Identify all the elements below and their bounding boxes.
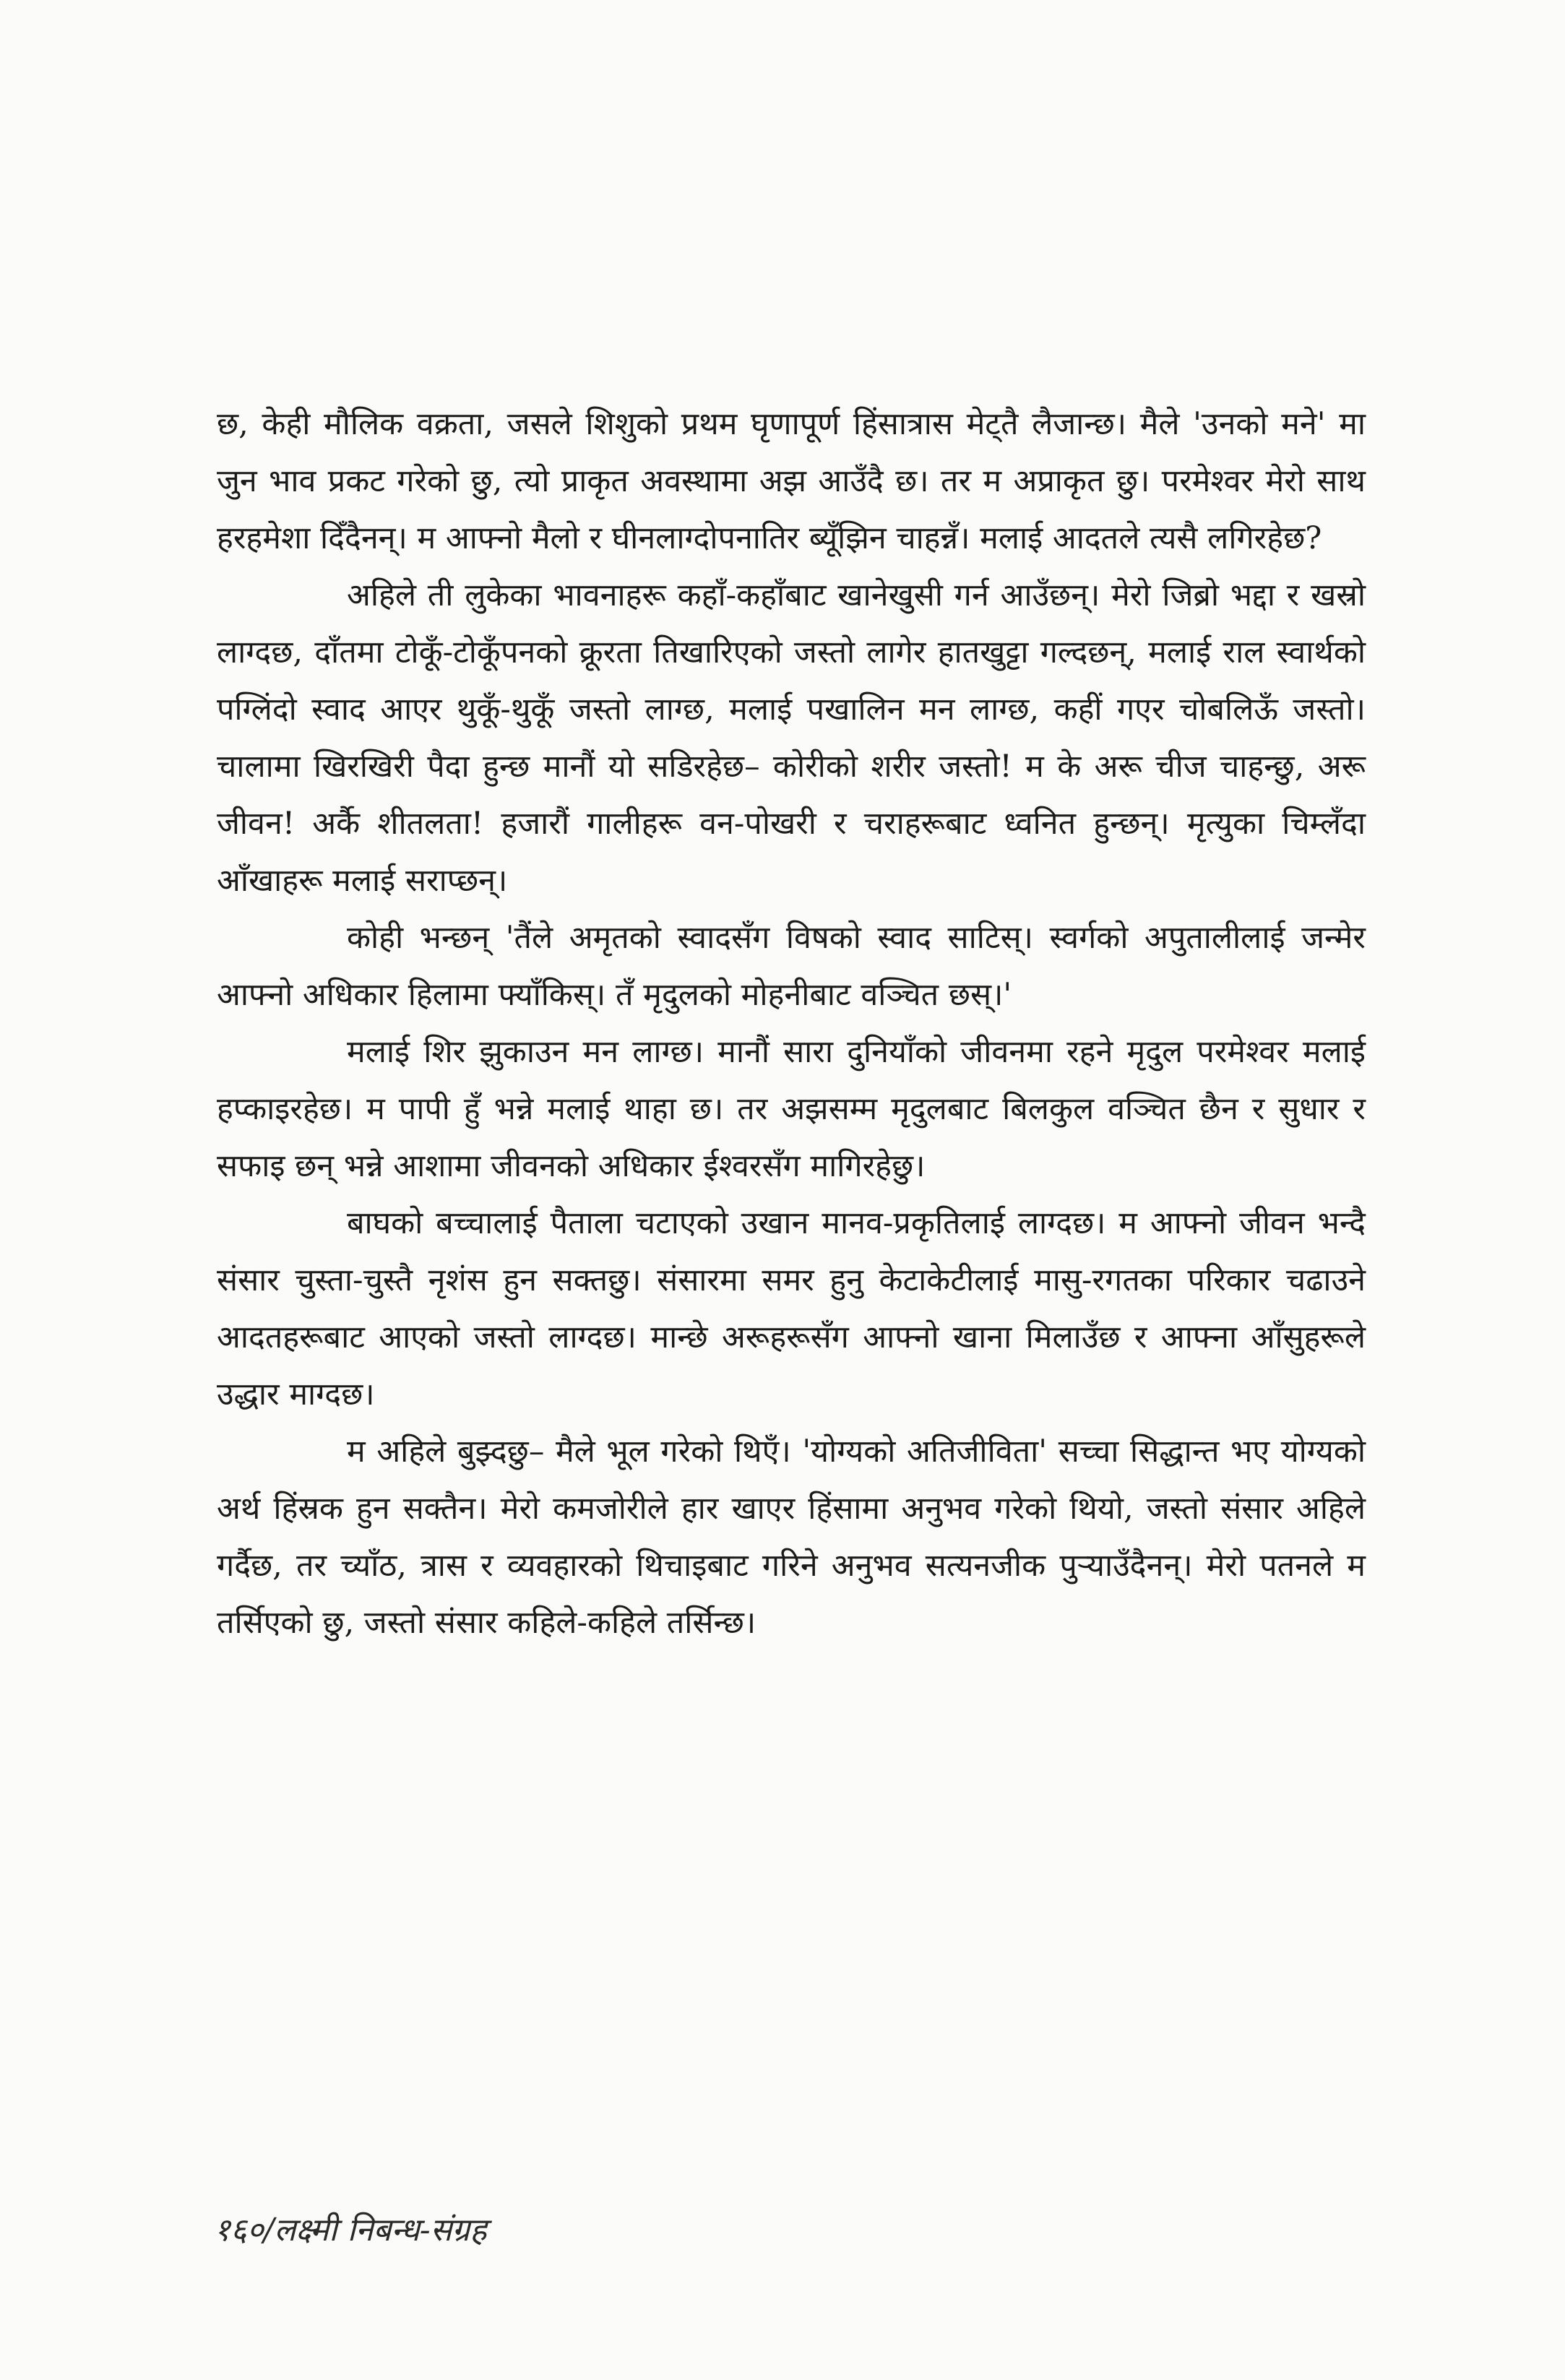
paragraph: अहिले ती लुकेका भावनाहरू कहाँ-कहाँबाट खानेखुसी गर्न आउँछन्। मेरो जिब्रो भद्दा र खस्रो लाग्दछ, दाँतमा टोकूँ-टोकूँपनको क्रूरता तिखारिएको जस्तो लागेर हातखुट्टा गल्दछन्, मलाई राल स्वार्थको पग्लिंदो स्वाद आएर थुकूँ-थुकूँ जस्तो लाग्छ, मलाई पखालिन मन लाग्छ, कहीं गएर चोबलिऊँ जस्तो। चालामा खिरखिरी पैदा हुन्छ मानौं यो सडिरहेछ– कोरीको शरीर जस्तो! म के अरू चीज चाहन्छु, अरू जीवन! अर्कै शीतलता! हजारौं गालीहरू वन-पोखरी र चराहरूबाट ध्वनित हुन्छन्। मृत्युका चिम्लँदा आँखाहरू मलाई सराप्छन्। <box>217 577 1366 899</box>
page-number: १६० <box>214 2212 264 2249</box>
footer-separator: / <box>263 2212 275 2249</box>
paragraph-continuation: छ, केही मौलिक वक्रता, जसले शिशुको प्रथम घृणापूर्ण हिंसात्रास मेट्तै लैजान्छ। मैले 'उनको मने' मा जुन भाव प्रकट गरेको छु, त्यो प्राकृत अवस्थामा अझ आउँदै छ। तर म अप्राकृत छु। परमेश्वर मेरो साथ हरहमेशा दिँदैनन्। म आफ्नो मैलो र घीनलाग्दोपनातिर ब्यूँझिन चाहन्नँ। मलाई आदतले त्यसै लगिरहेछ? <box>217 406 1366 556</box>
paragraph: कोही भन्छन् 'तैंले अमृतको स्वादसँग विषको स्वाद साटिस्। स्वर्गको अपुतालीलाई जन्मेर आफ्नो अधिकार हिलामा फ्याँकिस्। तँ मृदुलको मोहनीबाट वञ्चित छस्।' <box>217 920 1366 1013</box>
essay-body <box>217 396 1366 1652</box>
paragraph: बाघको बच्चालाई पैताला चटाएको उखान मानव-प्रकृतिलाई लाग्दछ। म आफ्नो जीवन भन्दै संसार चुस्ता-चुस्तै नृशंस हुन सक्तछु। संसारमा समर हुनु केटाकेटीलाई मासु-रगतका परिकार चढाउने आदतहरूबाट आएको जस्तो लाग्दछ। मान्छे अरूहरूसँग आफ्नो खाना मिलाउँछ र आफ्ना आँसुहरूले उद्धार माग्दछ। <box>217 1205 1366 1413</box>
page-footer <box>214 2207 487 2250</box>
paragraph: मलाई शिर झुकाउन मन लाग्छ। मानौं सारा दुनियाँको जीवनमा रहने मृदुल परमेश्वर मलाई हप्काइरहेछ। म पापी हुँ भन्ने मलाई थाहा छ। तर अझसम्म मृदुलबाट बिलकुल वञ्चित छैन र सुधार र सफाइ छन् भन्ने आशामा जीवनको अधिकार ईश्वरसँग मागिरहेछु। <box>217 1034 1366 1184</box>
paragraph: म अहिले बुझ्दछु– मैले भूल गरेको थिएँ। 'योग्यको अतिजीविता' सच्चा सिद्धान्त भए योग्यको अर्थ हिंस्रक हुन सक्तैन। मेरो कमजोरीले हार खाएर हिंसामा अनुभव गरेको थियो, जस्तो संसार अहिले गर्दैछ, तर च्याँठ, त्रास र व्यवहारको थिचाइबाट गरिने अनुभव सत्यनजीक पुऱ्याउँदैनन्। मेरो पतनले म तर्सिएको छु, जस्तो संसार कहिले-कहिले तर्सिन्छ। <box>217 1433 1366 1641</box>
book-title: लक्ष्मी निबन्ध-संग्रह <box>274 2212 487 2249</box>
